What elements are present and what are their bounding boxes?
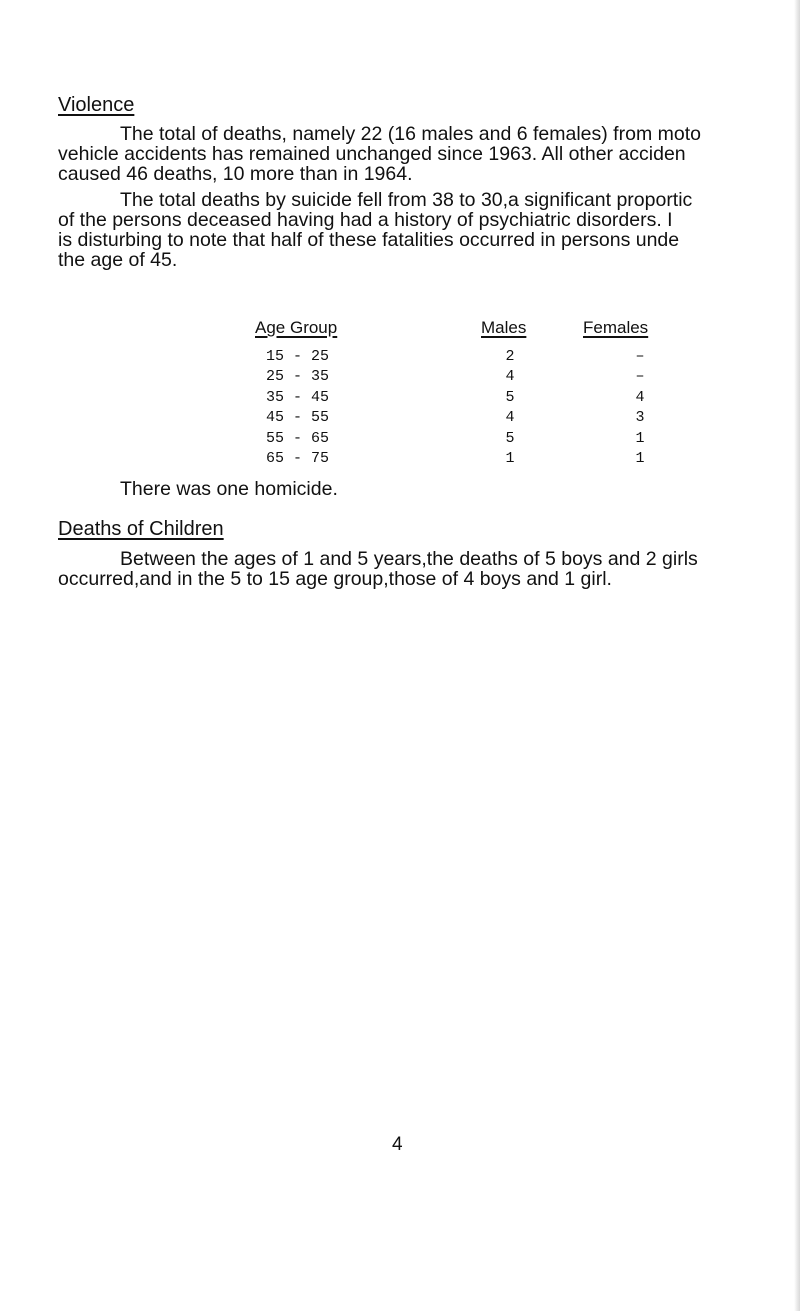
males-cell: 5 [505,389,515,406]
age-cell: 25 - 35 [266,368,330,385]
females-cell: 1 [635,450,645,467]
paragraph-line: The total of deaths, namely 22 (16 males and 6 females) from moto [120,123,701,145]
females-cell: 1 [635,430,645,447]
suicide-paragraph [58,190,800,270]
table-row [0,449,800,469]
motor-accidents-paragraph [58,124,800,184]
paragraph-line: Between the ages of 1 and 5 years,the deaths of 5 boys and 2 girls [120,548,698,570]
males-cell: 2 [505,348,515,365]
males-header: Males [481,318,527,337]
paragraph-line: is disturbing to note that half of these fatalities occurred in persons unde [58,229,680,251]
table-row [0,367,800,387]
paragraph-line: of the persons deceased having had a history of psychiatric disorders. I [58,209,673,231]
paragraph-line: occurred,and in the 5 to 15 age group,those of 4 boys and 1 girl. [58,568,612,590]
paragraph-line: The total deaths by suicide fell from 38 to 30,a significant proportic [120,189,693,211]
age-cell: 35 - 45 [266,389,330,406]
age-group-header: Age Group [255,318,338,337]
children-paragraph [58,549,800,589]
age-cell: 65 - 75 [266,450,330,467]
females-header: Females [583,318,649,337]
table-row [0,408,800,428]
table-row [0,347,800,367]
females-cell: – [635,368,645,385]
paragraph-line: caused 46 deaths, 10 more than in 1964. [58,163,413,185]
violence-heading: Violence [58,94,135,116]
age-cell: 45 - 55 [266,409,330,426]
page-edge-shadow [794,0,800,1311]
males-cell: 4 [505,368,515,385]
males-cell: 5 [505,430,515,447]
age-cell: 15 - 25 [266,348,330,365]
table-row [0,388,800,408]
page-number: 4 [392,1134,403,1155]
age-cell: 55 - 65 [266,430,330,447]
paragraph-line: the age of 45. [58,249,178,271]
homicide-note: There was one homicide. [120,478,338,500]
paragraph-line: vehicle accidents has remained unchanged since 1963. All other acciden [58,143,686,165]
females-cell: – [635,348,645,365]
males-cell: 1 [505,450,515,467]
deaths-of-children-heading: Deaths of Children [58,518,224,540]
females-cell: 3 [635,409,645,426]
table-row [0,429,800,449]
females-cell: 4 [635,389,645,406]
males-cell: 4 [505,409,515,426]
